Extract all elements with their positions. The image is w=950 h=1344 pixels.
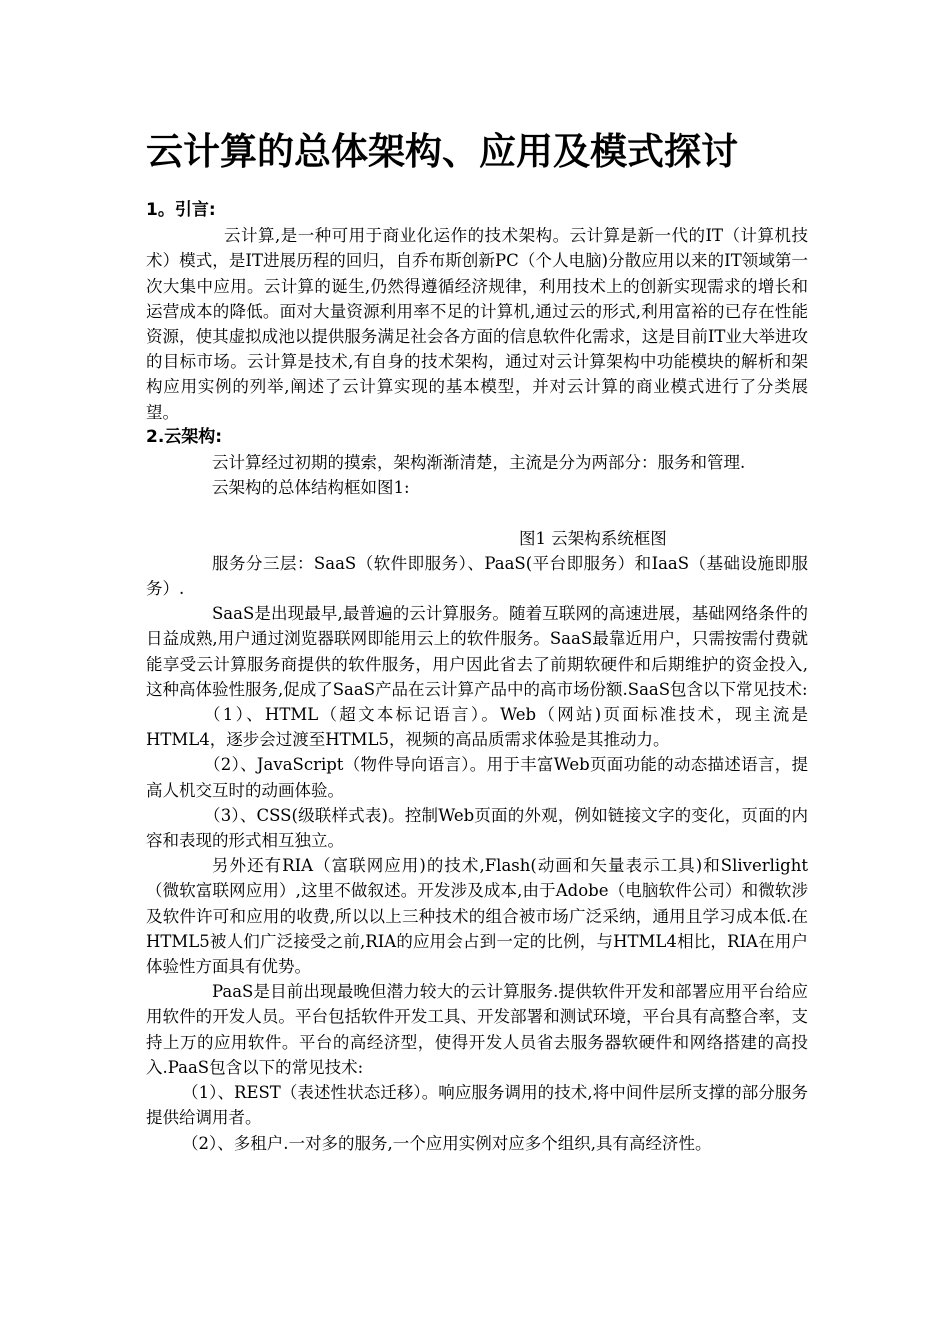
saas-paragraph: SaaS是出现最早,最普遍的云计算服务。随着互联网的高速进展，基础网络条件的日益成熟,用户通过浏览器联网即能用云上的软件服务。SaaS最靠近用户，只需按需付费就能享受云计算服务商提供的软件服务，用户因此省去了前期软硬件和后期维护的资金投入,这种高体验性服务,促成了SaaS产品在云计算产品中的高市场份额.SaaS包含以下常见技术:: [146, 604, 808, 699]
paas-technique-rest: （1）、REST（表述性状态迁移）。响应服务调用的技术,将中间件层所支撑的部分服务提供给调用者。: [146, 1083, 808, 1128]
figure-caption: 图1 云架构系统框图: [519, 528, 667, 548]
figure-placeholder: [146, 500, 808, 525]
architecture-figure-reference: 云架构的总体结构框如图1:: [212, 478, 410, 498]
section-heading-architecture: 2.云架构:: [146, 426, 223, 447]
document-title: 云计算的总体架构、应用及模式探讨: [146, 130, 738, 173]
saas-technique-javascript: （2）、JavaScript（物件导向语言）。用于丰富Web页面功能的动态描述语言，提高人机交互时的动画体验。: [146, 755, 808, 800]
architecture-paragraph: 云计算经过初期的摸索，架构渐渐清楚，主流是分为两部分：服务和管理.: [212, 453, 746, 473]
intro-paragraph: 云计算,是一种可用于商业化运作的技术架构。云计算是新一代的IT（计算机技术）模式，是IT进展历程的回归，自乔布斯创新PC（个人电脑)分散应用以来的IT领域第一次大集中应用。云计算的诞生,仍然得遵循经济规律，利用技术上的创新实现需求的增长和运营成本的降低。面对大量资源利用率不足的计算机,通过云的形式,利用富裕的已存在性能资源，使其虚拟成池以提供服务满足社会各方面的信息软件化需求，这是目前IT业大举进攻的目标市场。云计算是技术,有自身的技术架构，通过对云计算架构中功能模块的解析和架构应用实例的列举,阐述了云计算实现的基本模型，并对云计算的商业模式进行了分类展望。: [146, 226, 808, 422]
paas-paragraph: PaaS是目前出现最晚但潜力较大的云计算服务.提供软件开发和部署应用平台给应用软件的开发人员。平台包括软件开发工具、开发部署和测试环境，平台具有高整合率，支持上万的应用软件。平台的高经济型，使得开发人员省去服务器软硬件和网络搭建的高投入.PaaS包含以下的常见技术:: [146, 982, 808, 1077]
saas-technique-css: （3）、CSS(级联样式表)。控制Web页面的外观，例如链接文字的变化，页面的内容和表现的形式相互独立。: [146, 805, 808, 851]
service-layers-paragraph: 服务分三层：SaaS（软件即服务）、PaaS(平台即服务）和IaaS（基础设施即服务）.: [146, 553, 808, 599]
section-heading-intro: 1。引言:: [146, 200, 216, 220]
saas-technique-html: （1）、HTML（超文本标记语言）。Web（网站)页面标准技术，现主流是HTML4，逐步会过渡至HTML5，视频的高品质需求体验是其推动力。: [146, 705, 808, 750]
paas-technique-multitenant: （2）、多租户.一对多的服务,一个应用实例对应多个组织,具有高经济性。: [182, 1133, 712, 1153]
ria-paragraph: 另外还有RIA（富联网应用)的技术,Flash(动画和矢量表示工具)和Sliverlight（微软富联网应用）,这里不做叙述。开发涉及成本,由于Adobe（电脑软件公司）和微软涉及软件许可和应用的收费,所以以上三种技术的组合被市场广泛采纳，通用且学习成本低.在HTML5被人们广泛接受之前,RIA的应用会占到一定的比例，与HTML4相比，RIA在用户体验性方面具有优势。: [146, 856, 808, 977]
document-body: [146, 198, 808, 1156]
